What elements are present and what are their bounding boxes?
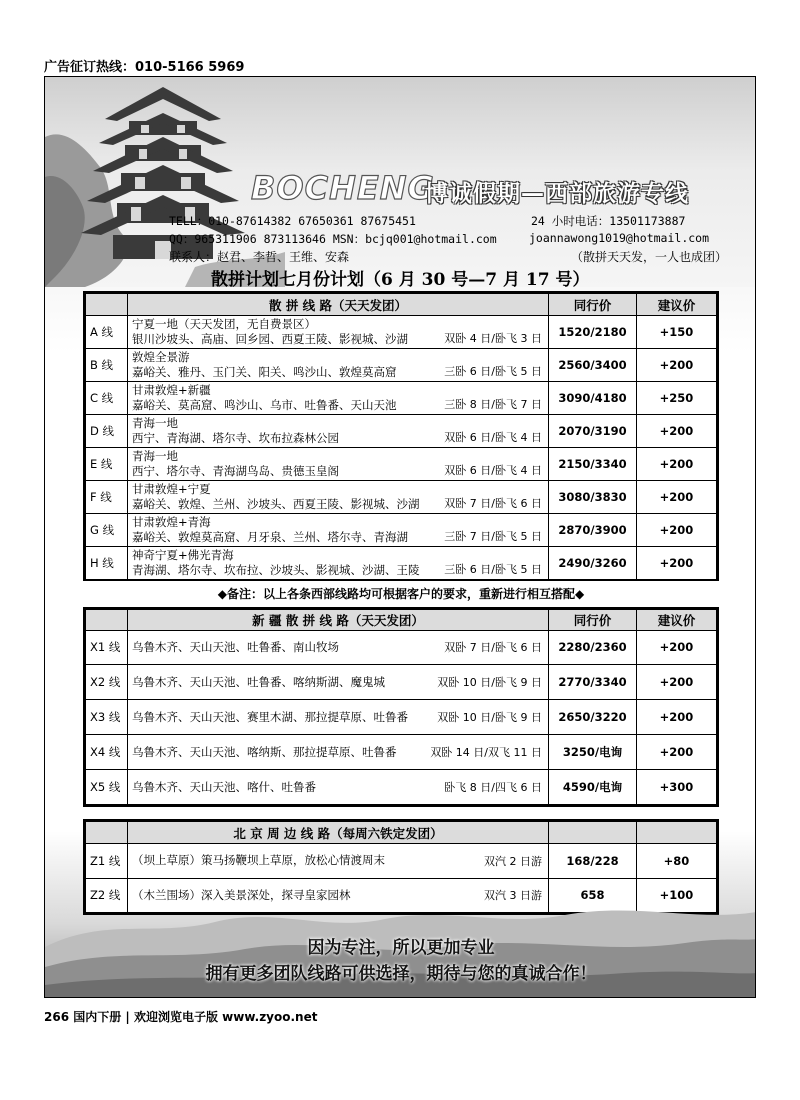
peer-price: 3090/4180 <box>549 382 637 415</box>
brand-logo: BOCHENG <box>251 169 435 207</box>
header-route: 北 京 周 边 线 路（每周六铁定发团） <box>128 822 549 844</box>
route-code: X2 线 <box>86 665 128 700</box>
suggested-price: +200 <box>637 415 717 448</box>
xinjiang-header-row <box>86 610 717 631</box>
route-title: 宁夏一地（天天发团，无自费景区） <box>132 317 316 331</box>
header-suggest: 建议价 <box>637 294 717 316</box>
route-desc: 乌鲁木齐、天山天池、喀纳斯、那拉提草原、吐鲁番 <box>132 744 397 759</box>
route-cell <box>128 630 549 665</box>
west-header-row <box>86 294 717 316</box>
route-code: X1 线 <box>86 630 128 665</box>
route-cell <box>128 514 549 547</box>
peer-price: 2870/3900 <box>549 514 637 547</box>
route-duration: 双卧 4 日/卧飞 3 日 <box>444 332 542 345</box>
suggested-price: +300 <box>637 770 717 805</box>
route-title: 神奇宁夏+佛光青海 <box>132 548 234 562</box>
plan-title: 散拼计划七月份计划（6 月 30 号—7 月 17 号） <box>211 270 590 290</box>
page-footer: 266 国内下册 | 欢迎浏览电子版 www.zyoo.net <box>44 1010 318 1024</box>
table-row <box>86 415 717 448</box>
route-cell <box>128 415 549 448</box>
route-title: 甘肃敦煌+新疆 <box>132 383 211 397</box>
route-cell <box>128 349 549 382</box>
peer-price: 2770/3340 <box>549 665 637 700</box>
route-code: A 线 <box>86 316 128 349</box>
table-row <box>86 735 717 770</box>
route-code: F 线 <box>86 481 128 514</box>
header-suggest <box>637 822 717 844</box>
route-desc: （木兰围场）深入美景深处，探寻皇家园林 <box>132 887 351 902</box>
peer-price: 168/228 <box>549 844 637 878</box>
closing-line-1: 因为专注，所以更加专业 <box>307 938 495 958</box>
route-desc: 乌鲁木齐、天山天池、吐鲁番、喀纳斯湖、魔鬼城 <box>132 674 385 689</box>
route-cell <box>128 735 549 770</box>
route-duration: 卧飞 8 日/四飞 6 日 <box>444 781 542 795</box>
peer-price: 4590/电询 <box>549 770 637 805</box>
table-row <box>86 665 717 700</box>
route-duration: 三卧 8 日/卧飞 7 日 <box>444 398 542 411</box>
table-row <box>86 547 717 580</box>
route-duration: 双卧 6 日/卧飞 4 日 <box>444 464 542 477</box>
route-desc: 乌鲁木齐、天山天池、赛里木湖、那拉提草原、吐鲁番 <box>132 709 408 724</box>
suggested-price: +150 <box>637 316 717 349</box>
peer-price: 658 <box>549 878 637 912</box>
table-row <box>86 448 717 481</box>
suggested-price: +200 <box>637 630 717 665</box>
peer-price: 2150/3340 <box>549 448 637 481</box>
daily-departure-note: （散拼天天发，一人也成团） <box>571 250 728 264</box>
route-cell <box>128 448 549 481</box>
route-desc: 青海湖、塔尔寺、坎布拉、沙坡头、影视城、沙湖、王陵 <box>132 563 420 577</box>
route-code: B 线 <box>86 349 128 382</box>
route-duration: 双卧 10 日/卧飞 9 日 <box>437 676 542 690</box>
table-row <box>86 514 717 547</box>
route-title: 青海一地 <box>132 449 178 463</box>
table-row <box>86 481 717 514</box>
route-desc: 嘉峪关、敦煌、兰州、沙坡头、西夏王陵、影视城、沙湖 <box>132 497 420 511</box>
peer-price: 2490/3260 <box>549 547 637 580</box>
route-code: H 线 <box>86 547 128 580</box>
qq-msn: QQ：965311906 873113646 MSN：bcjq001@hotmail.com <box>169 232 497 246</box>
table-row <box>86 316 717 349</box>
route-desc: 西宁、塔尔寺、青海湖鸟岛、贵德玉皇阁 <box>132 464 339 478</box>
route-code: Z1 线 <box>86 844 128 878</box>
route-cell <box>128 547 549 580</box>
route-duration: 双卧 7 日/卧飞 6 日 <box>444 641 542 655</box>
route-code: E 线 <box>86 448 128 481</box>
header-route: 新 疆 散 拼 线 路（天天发团） <box>128 610 549 631</box>
route-duration: 双卧 10 日/卧飞 9 日 <box>437 711 542 725</box>
header-price <box>549 822 637 844</box>
route-cell <box>128 382 549 415</box>
route-code: X3 线 <box>86 700 128 735</box>
route-cell <box>128 665 549 700</box>
ad-frame <box>44 76 756 998</box>
peer-price: 2650/3220 <box>549 700 637 735</box>
route-cell <box>128 481 549 514</box>
route-cell <box>128 770 549 805</box>
table-row <box>86 770 717 805</box>
route-duration: 双卧 6 日/卧飞 4 日 <box>444 431 542 444</box>
peer-price: 3250/电询 <box>549 735 637 770</box>
brand-slogan: 博诚假期—西部旅游专线 <box>425 181 689 207</box>
route-title: 敦煌全景游 <box>132 350 190 364</box>
route-desc: 乌鲁木齐、天山天池、吐鲁番、南山牧场 <box>132 639 339 654</box>
ad-hotline: 广告征订热线：010-5166 5969 <box>44 60 245 75</box>
peer-price: 3080/3830 <box>549 481 637 514</box>
suggested-price: +200 <box>637 514 717 547</box>
route-cell <box>128 844 549 878</box>
route-desc: 西宁、青海湖、塔尔寺、坎布拉森林公园 <box>132 431 339 445</box>
route-code: X5 线 <box>86 770 128 805</box>
route-title: 甘肃敦煌+青海 <box>132 515 211 529</box>
route-code: Z2 线 <box>86 878 128 912</box>
route-duration: 双汽 3 日游 <box>484 889 542 903</box>
route-cell <box>128 700 549 735</box>
route-duration: 双卧 7 日/卧飞 6 日 <box>444 497 542 510</box>
suggested-price: +200 <box>637 547 717 580</box>
route-duration: 三卧 7 日/卧飞 5 日 <box>444 530 542 543</box>
table-row <box>86 700 717 735</box>
suggested-price: +200 <box>637 349 717 382</box>
suggested-price: +200 <box>637 735 717 770</box>
route-code: X4 线 <box>86 735 128 770</box>
route-code: G 线 <box>86 514 128 547</box>
suggested-price: +100 <box>637 878 717 912</box>
header-code-cell <box>86 610 128 631</box>
west-routes-table <box>83 291 719 581</box>
peer-price: 1520/2180 <box>549 316 637 349</box>
route-desc: 嘉峪关、雅丹、玉门关、阳关、鸣沙山、敦煌莫高窟 <box>132 365 397 379</box>
route-cell <box>128 316 549 349</box>
route-desc: 银川沙坡头、高庙、回乡园、西夏王陵、影视城、沙湖 <box>132 332 408 346</box>
route-duration: 三卧 6 日/卧飞 5 日 <box>444 365 542 378</box>
route-title: 甘肃敦煌+宁夏 <box>132 482 211 496</box>
table-row <box>86 349 717 382</box>
header-code-cell <box>86 822 128 844</box>
route-code: D 线 <box>86 415 128 448</box>
contacts: 联系人：赵君、李哲、王维、安森 <box>169 250 350 264</box>
route-desc: 嘉峪关、莫高窟、鸣沙山、乌市、吐鲁番、天山天池 <box>132 398 397 412</box>
header-price: 同行价 <box>549 294 637 316</box>
beijing-header-row <box>86 822 717 844</box>
remark-note: ◆备注：以上各条西部线路均可根据客户的要求，重新进行相互搭配◆ <box>217 587 585 601</box>
route-duration: 三卧 6 日/卧飞 5 日 <box>444 563 542 576</box>
suggested-price: +200 <box>637 700 717 735</box>
xinjiang-routes-table <box>83 607 719 807</box>
suggested-price: +80 <box>637 844 717 878</box>
route-desc: 乌鲁木齐、天山天池、喀什、吐鲁番 <box>132 779 316 794</box>
header-suggest: 建议价 <box>637 610 717 631</box>
peer-price: 2070/3190 <box>549 415 637 448</box>
peer-price: 2280/2360 <box>549 630 637 665</box>
header-price: 同行价 <box>549 610 637 631</box>
table-row <box>86 630 717 665</box>
table-row <box>86 844 717 878</box>
route-duration: 双汽 2 日游 <box>484 854 542 868</box>
closing-line-2: 拥有更多团队线路可供选择，期待与您的真诚合作！ <box>205 964 597 984</box>
peer-price: 2560/3400 <box>549 349 637 382</box>
route-desc: （坝上草原）策马扬鞭坝上草原，放松心情渡周末 <box>132 853 385 868</box>
route-desc: 嘉峪关、敦煌莫高窟、月牙泉、兰州、塔尔寺、青海湖 <box>132 530 408 544</box>
suggested-price: +250 <box>637 382 717 415</box>
header-code-cell <box>86 294 128 316</box>
suggested-price: +200 <box>637 448 717 481</box>
route-code: C 线 <box>86 382 128 415</box>
suggested-price: +200 <box>637 665 717 700</box>
email-secondary: joannawong1019@hotmail.com <box>529 231 710 245</box>
table-row <box>86 382 717 415</box>
route-title: 青海一地 <box>132 416 178 430</box>
hotline-24h: 24 小时电话：13501173887 <box>531 214 686 228</box>
tel-numbers: TELL：010-87614382 67650361 87675451 <box>169 214 416 228</box>
route-duration: 双卧 14 日/双飞 11 日 <box>430 746 542 760</box>
header-route: 散 拼 线 路（天天发团） <box>128 294 549 316</box>
suggested-price: +200 <box>637 481 717 514</box>
